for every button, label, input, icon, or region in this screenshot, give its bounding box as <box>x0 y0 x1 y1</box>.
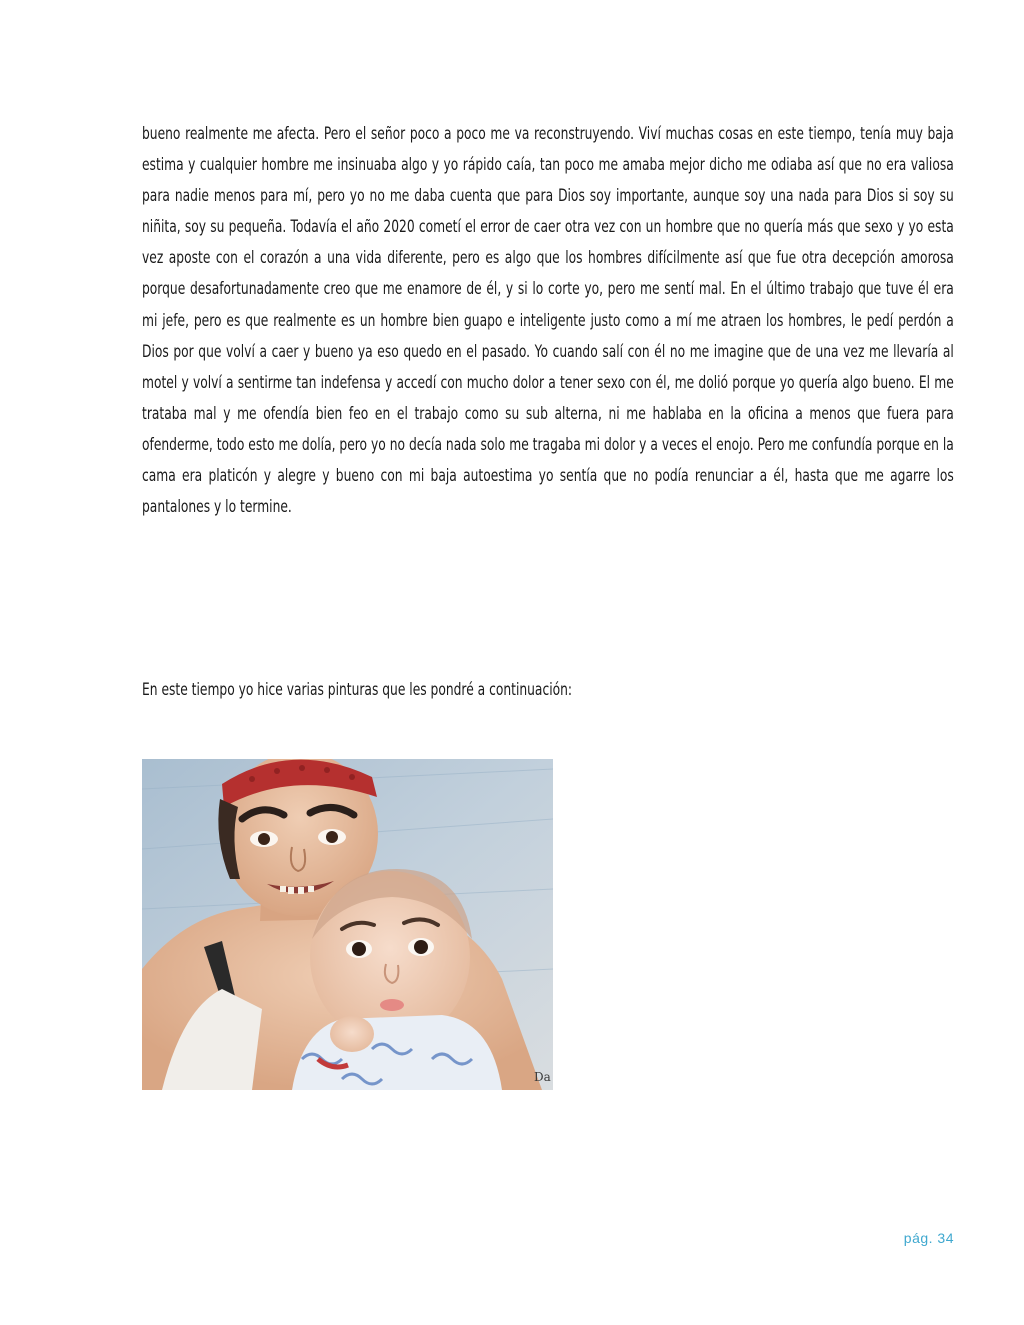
paintings-intro: En este tiempo yo hice varias pinturas que les pondré a continuación: <box>142 680 573 699</box>
body-paragraph: bueno realmente me afecta. Pero el señor poco a poco me va reconstruyendo. Viví muchas cosas en este tiempo, tenía muy baja estima y cualquier hombre me insinuaba algo y yo rápido caía, tan poco me amaba mejor dicho me odiaba así que no era valiosa para nadie menos para mí, pero yo no me daba cuenta que para Dios soy importante, aunque soy una nada para Dios si soy su niñita, soy su pequeña. Todavía el año 2020 cometí el error de caer otra vez con un hombre que no quería más que sexo y yo esta vez aposte con el corazón a una vida diferente, pero es algo que los hombres difícilmente así que fue otra decepción amorosa porque desafortunadamente creo que me enamore de él, y si lo corte yo, pero me sentí mal. En el último trabajo que tuve él era mi jefe, pero es que realmente es un hombre bien guapo e inteligente justo como a mí me atraen los hombres, le pedí perdón a Dios por que volví a caer y bueno ya eso quedo en el pasado. Yo cuando salí con él no me imagine que de una vez me llevaría al motel y volví a sentirme tan indefensa y accedí con mucho dolor a tener sexo con él, me dolió porque yo quería algo bueno. El me trataba mal y me ofendía bien feo en el trabajo como su sub alterna, ni me hablaba en la oficina a menos que fuera para ofenderme, todo esto me dolía, pero yo no decía nada solo me tragaba mi dolor y a veces el enojo. Pero me confundía porque en la cama era platicón y alegre y bueno con mi baja autoestima yo sentía que no podía renunciar a él, hasta que me agarre los pantalones y lo termine. <box>142 124 954 517</box>
painting-signature: Da <box>534 1070 551 1084</box>
painting-image <box>142 759 553 1090</box>
page-number: pág. 34 <box>903 1230 954 1246</box>
